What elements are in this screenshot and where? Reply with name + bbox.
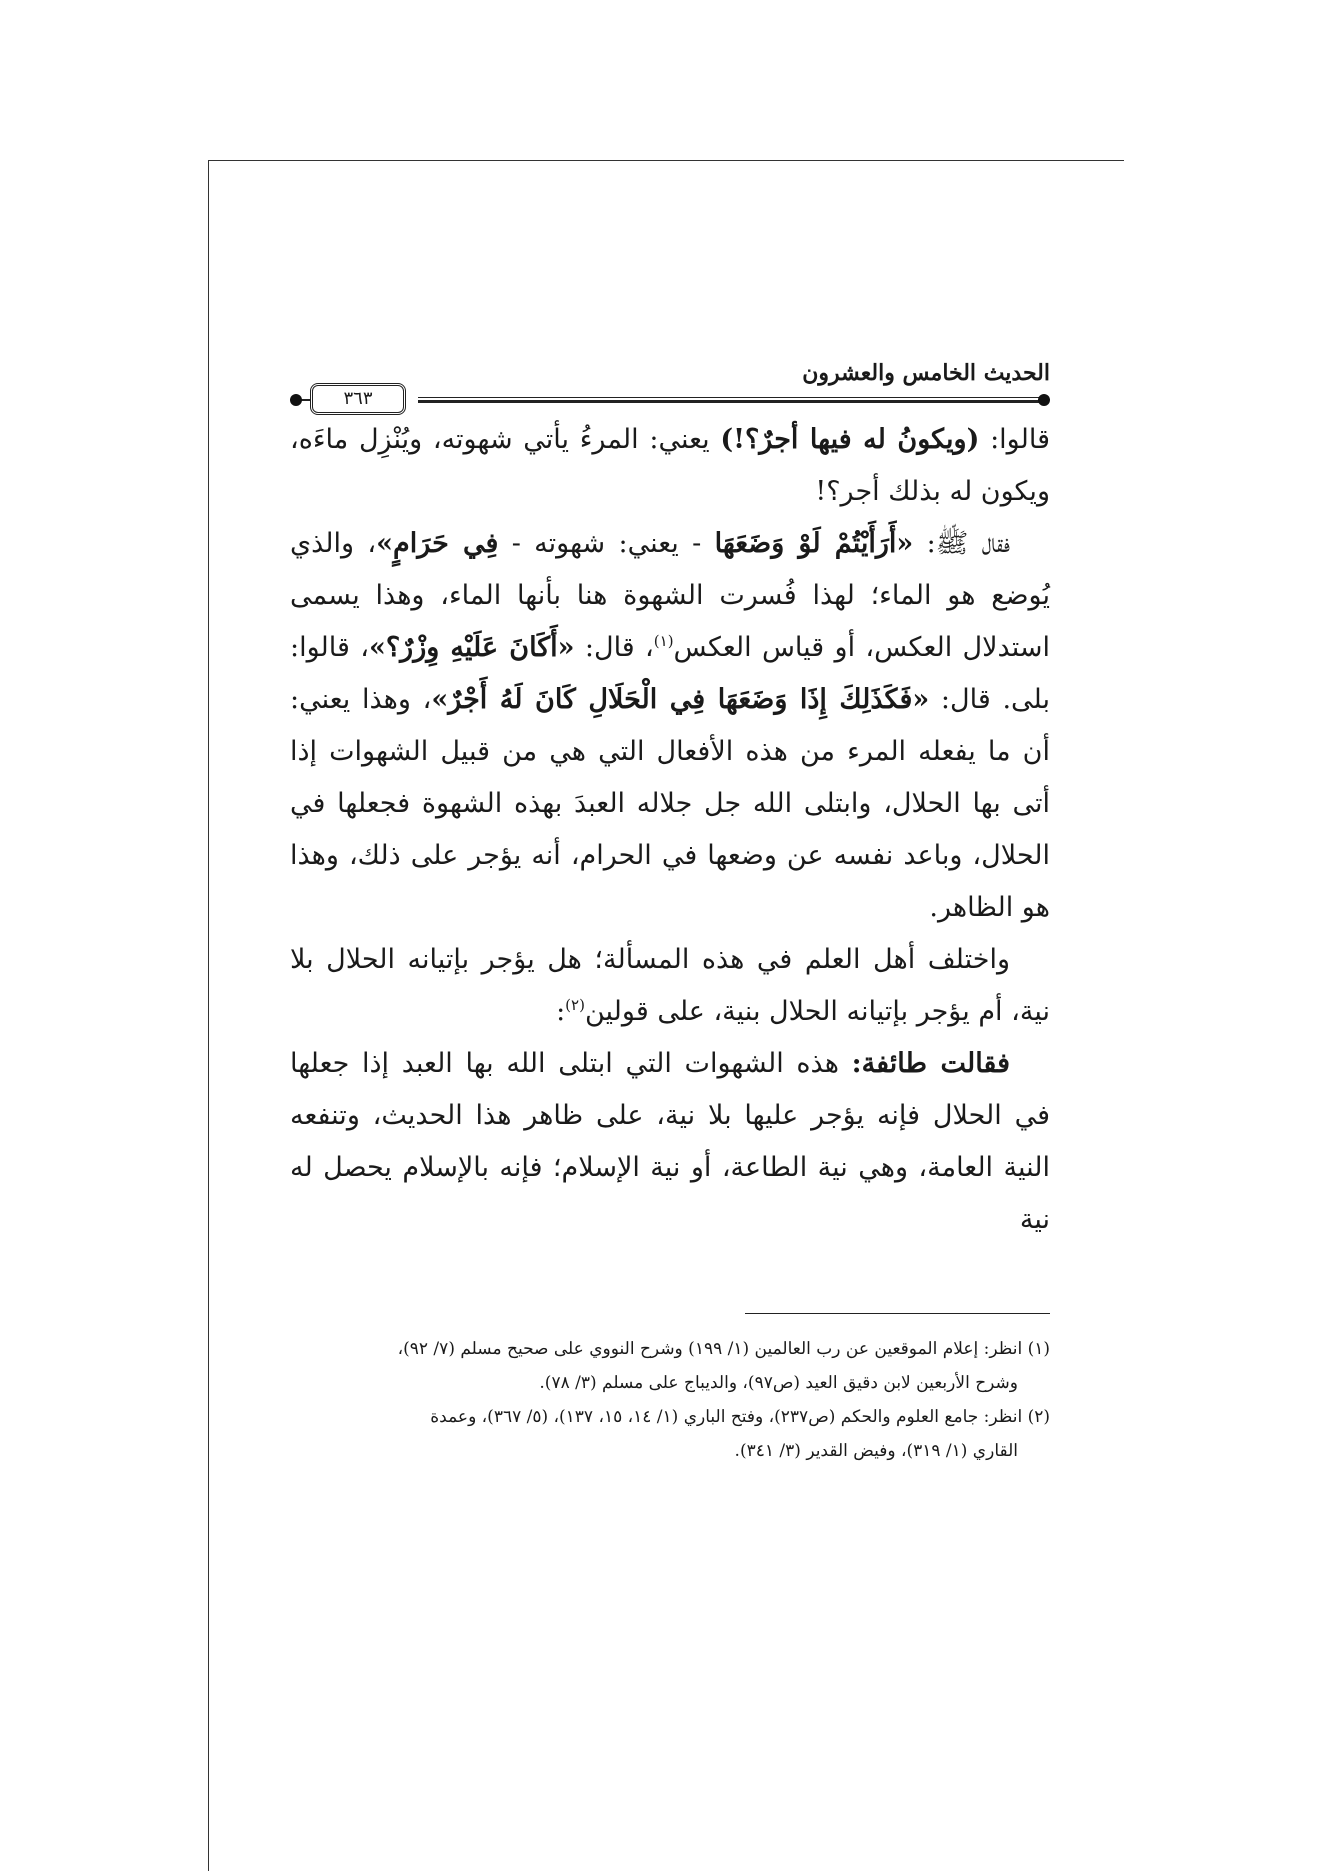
p2-hadith-1: «أَرَأَيْتُمْ لَوْ وَضَعَهَا	[714, 528, 914, 559]
footnote-separator	[745, 1313, 1050, 1314]
p2-hadith-2: فِي حَرَامٍ»	[376, 528, 499, 559]
main-text	[290, 414, 1050, 1246]
crop-mark-top	[208, 160, 1124, 161]
footnote-2-line-2: القاري (١/ ٣١٩)، وفيض القدير (٣/ ٣٤١).	[734, 1441, 1018, 1461]
header-ornament-dot-right	[1038, 394, 1050, 406]
p1-quote: (ويكونُ له فيها أجرٌ؟!)	[720, 424, 980, 455]
p2-said: ، قال:	[574, 632, 654, 663]
p2-hadith-3: «أَكَانَ عَلَيْهِ وِزْرٌ؟»	[368, 632, 575, 663]
p2-gloss: - يعني: شهوته -	[498, 528, 715, 559]
p2-intro: فقال ﷺ:	[913, 528, 1010, 559]
paragraph-2	[290, 518, 1050, 934]
footnote-2-line-1: (٢) انظر: جامع العلوم والحكم (ص٢٣٧)، وفتح الباري (١/ ١٤، ١٥، ١٣٧)، (٥/ ٣٦٧)، وعمدة	[430, 1407, 1050, 1427]
header-rule	[418, 397, 1044, 403]
book-page	[290, 350, 1050, 1461]
footnotes	[290, 1332, 1050, 1468]
paragraph-4	[290, 1038, 1050, 1246]
p3-colon: :	[556, 996, 566, 1027]
footnote-ref-2[interactable]: (٢)	[565, 996, 585, 1014]
footnote-1-line-2: وشرح الأربعين لابن دقيق العيد (ص٩٧)، والديباج على مسلم (٣/ ٧٨).	[539, 1373, 1018, 1393]
p4-lead: فقالت طائفة:	[851, 1048, 1010, 1079]
footnote-1-line-1: (١) انظر: إعلام الموقعين عن رب العالمين (١/ ١٩٩) وشرح النووي على صحيح مسلم (٧/ ٩٢)،	[397, 1339, 1050, 1359]
p2-explanation: ، والذي يُوضع هو الماء؛ لهذا فُسرت الشهوة هنا بأنها الماء، وهذا يسمى استدلال العكس، أو قياس العكس	[290, 528, 1050, 663]
p2-reply: ، قالوا: بلى. قال:	[290, 632, 1050, 715]
chapter-title: الحديث الخامس والعشرون	[802, 360, 1050, 386]
footnote-ref-1[interactable]: (١)	[653, 632, 674, 650]
p3-text: واختلف أهل العلم في هذه المسألة؛ هل يؤجر بإتيانه الحلال بلا نية، أم يؤجر بإتيانه الحلال بنية، على قولين	[290, 944, 1050, 1027]
p4-text: هذه الشهوات التي ابتلى الله بها العبد إذا جعلها في الحلال فإنه يؤجر عليها بلا نية، على ظاهر هذا الحديث، وتنفعه النية العامة، وهي نية الطاعة، أو نية الإسلام؛ فإنه بالإسلام يحصل له نية	[290, 1048, 1050, 1235]
crop-mark-left	[208, 160, 209, 1871]
running-header	[290, 350, 1050, 414]
p1-explanation: يعني: المرءُ يأتي شهوته، ويُنْزِل ماءَه، ويكون له بذلك أجر؟!	[290, 424, 1050, 507]
p1-intro: قالوا:	[979, 424, 1050, 455]
p2-hadith-4: «فَكَذَلِكَ إِذَا وَضَعَهَا فِي الْحَلَالِ كَانَ لَهُ أَجْرٌ»	[431, 684, 930, 715]
paragraph-1	[290, 414, 1050, 518]
page-number: ٣٦٣	[310, 383, 406, 415]
p2-conclusion: ، وهذا يعني: أن ما يفعله المرء من هذه الأفعال التي هي من قبيل الشهوات إذا أتى بها الحلال، وابتلى الله جل جلاله العبدَ بهذه الشهوة فجعلها في الحلال، وباعد نفسه عن وضعها في الحرام، أنه يؤجر على ذلك، وهذا هو الظاهر.	[290, 684, 1050, 923]
header-ornament-dot-left	[290, 394, 302, 406]
paragraph-3	[290, 934, 1050, 1038]
